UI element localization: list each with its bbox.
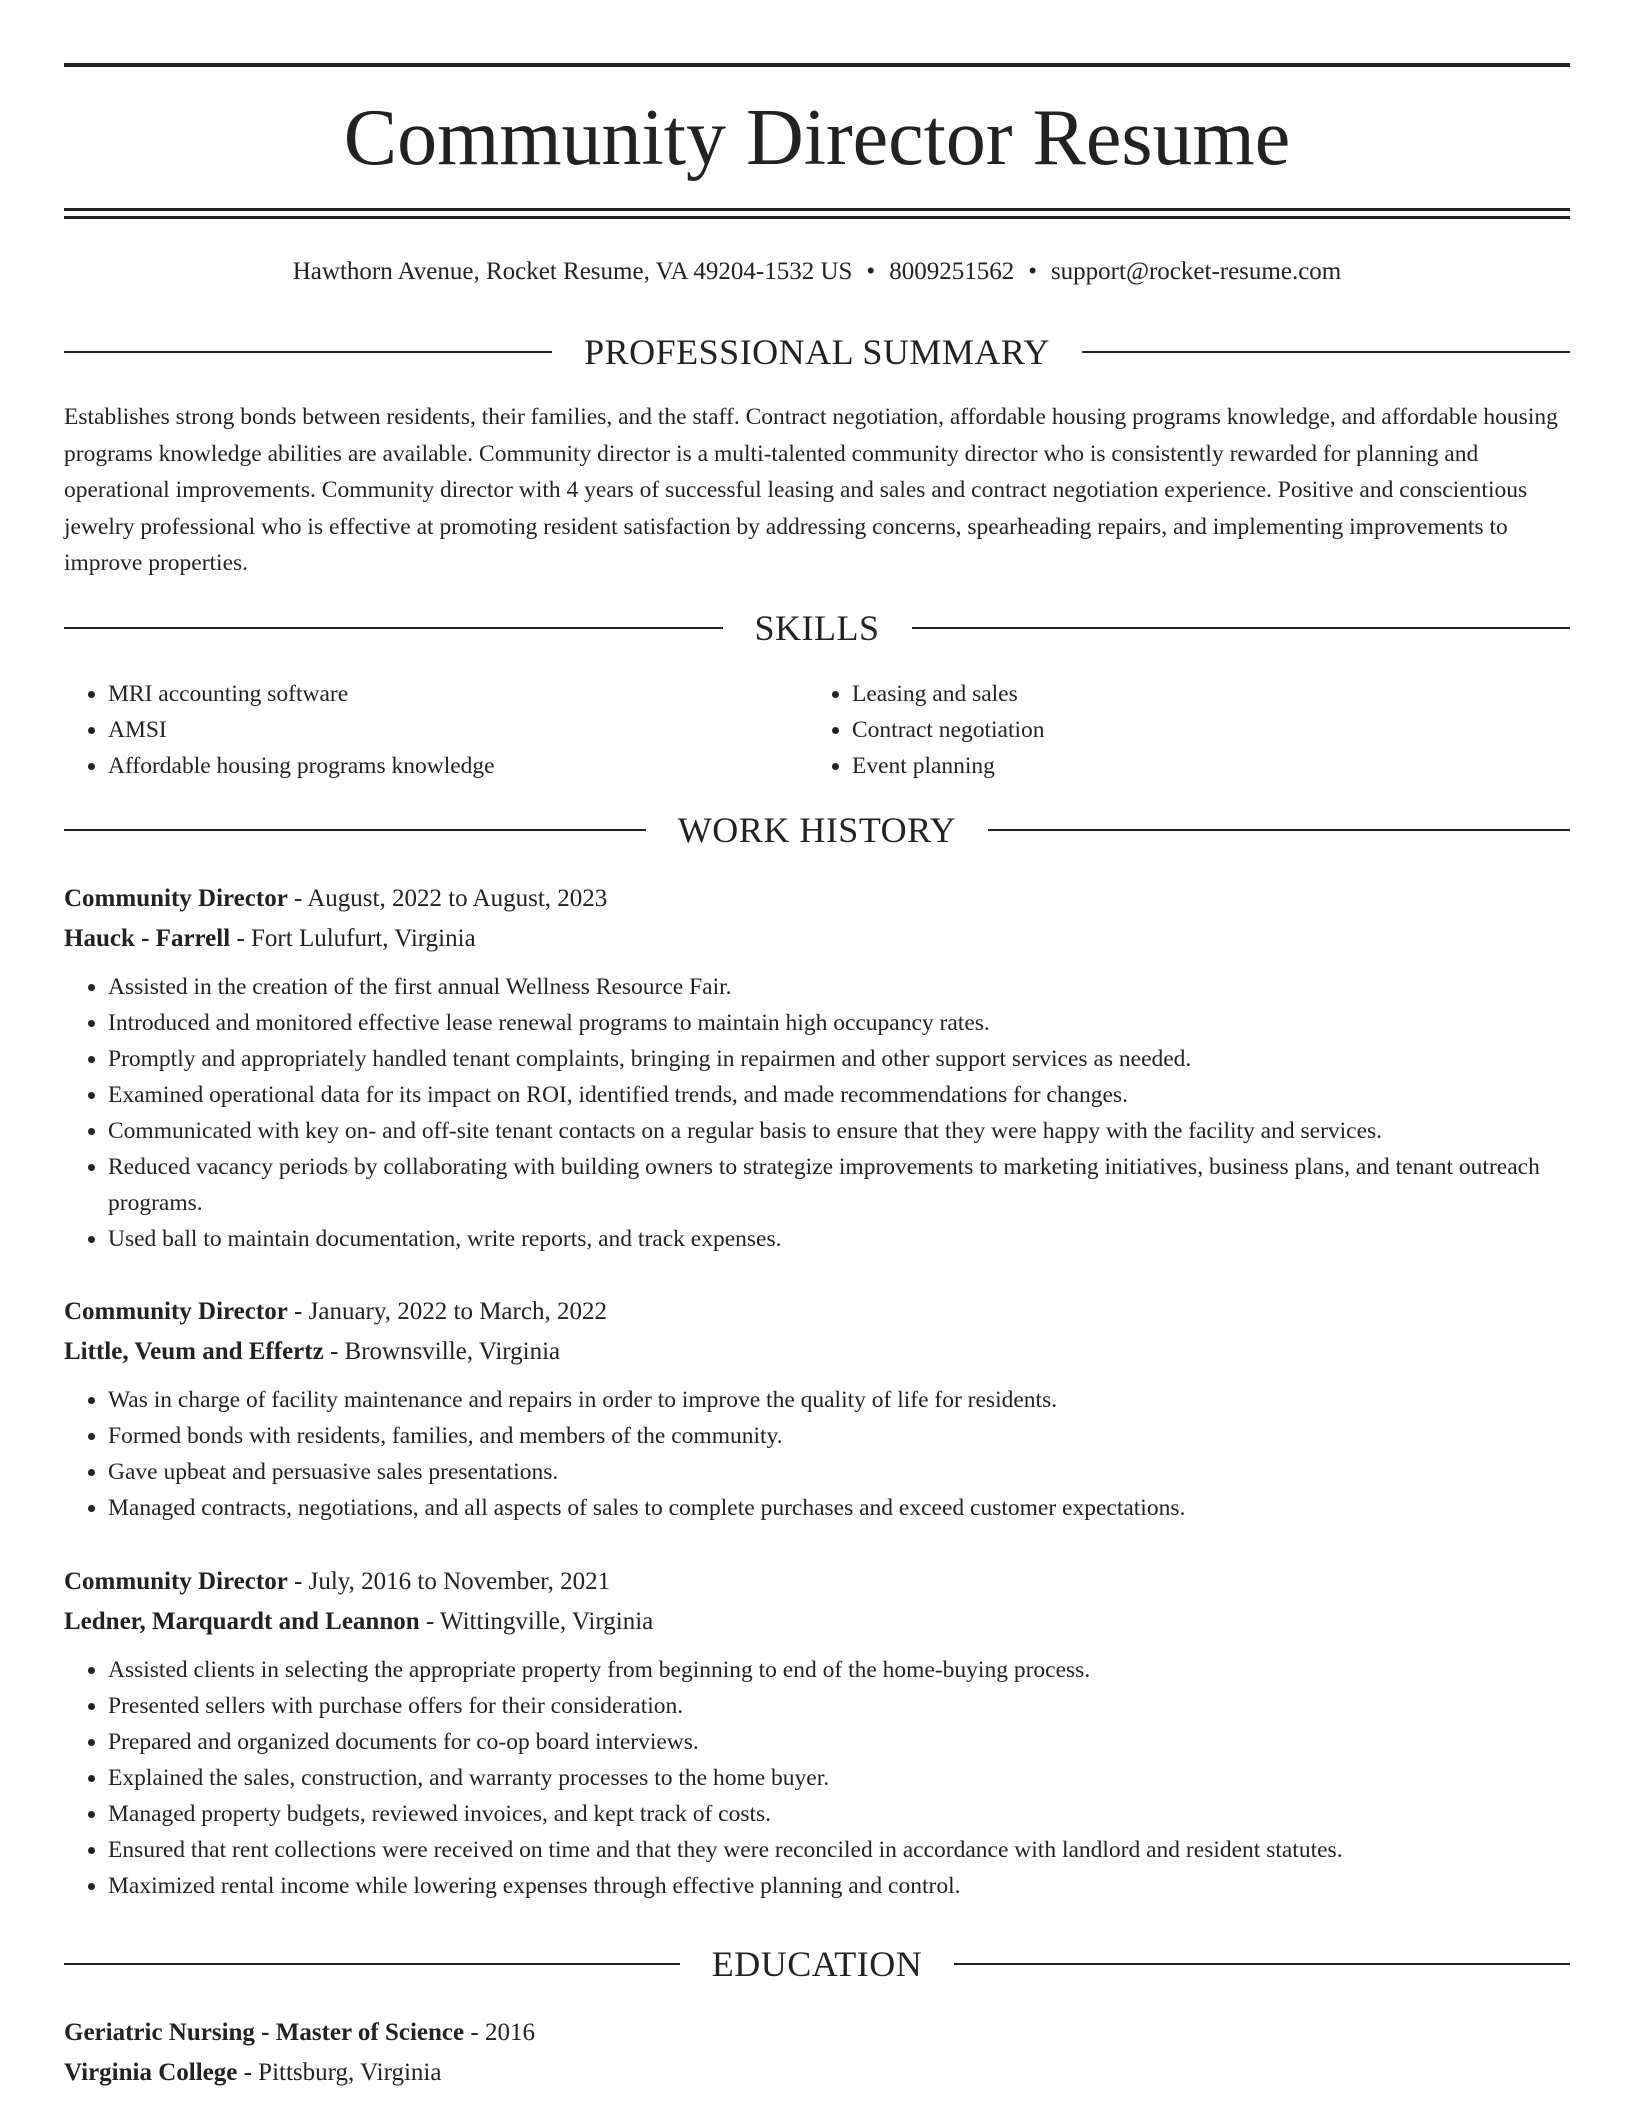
contact-line xyxy=(64,254,1570,290)
contact-phone: 8009251562 xyxy=(889,258,1015,285)
duty-item: • Was in charge of facility maintenance and repairs in order to improve the quality of life for residents. xyxy=(108,1382,1570,1418)
job-title-line xyxy=(64,1562,1570,1602)
duty-item: • Prepared and organized documents for co-op board interviews. xyxy=(108,1724,1570,1760)
skills-column-right xyxy=(808,676,1508,784)
duty-item: • Assisted in the creation of the first annual Wellness Resource Fair. xyxy=(108,969,1570,1005)
job-title-line xyxy=(64,1292,1570,1332)
education-year: - 2016 xyxy=(464,2019,535,2046)
job-company: Little, Veum and Effertz xyxy=(64,1338,324,1365)
job-entry xyxy=(64,1292,1570,1526)
education-entry xyxy=(64,2013,1570,2093)
contact-email[interactable]: support@rocket-resume.com xyxy=(1050,258,1342,285)
duty-item: • Reduced vacancy periods by collaborating with building owners to strategize improvements to marketing initiatives, business plans, and tenant outreach programs. xyxy=(108,1149,1570,1221)
summary-paragraph: Establishes strong bonds between residents, their families, and the staff. Contract negotiation, affordable housing programs knowledge, and affordable housing programs knowledge abilities are available. Community director is a multi-talented community director who is consistently rewarded for planning and operational improvements. Community director with 4 years of successful leasing and sales and contract negotiation experience. Positive and conscientious jewelry professional who is effective at promoting resident satisfaction by addressing concerns, spearheading repairs, and implementing improvements to improve properties. xyxy=(64,404,1558,576)
skill-item: • Contract negotiation xyxy=(852,712,1508,748)
section-rule xyxy=(64,1963,680,1965)
job-company-line xyxy=(64,1602,1570,1642)
contact-separator: • xyxy=(1028,258,1037,285)
skill-item: • MRI accounting software xyxy=(108,676,764,712)
title-rule-upper xyxy=(64,208,1570,211)
duty-item: • Communicated with key on- and off-site tenant contacts on a regular basis to ensure that they were happy with the facility and services. xyxy=(108,1113,1570,1149)
job-company-line xyxy=(64,1332,1570,1372)
duty-item: • Promptly and appropriately handled tenant complaints, bringing in repairmen and other support services as needed. xyxy=(108,1041,1570,1077)
duty-item: • Explained the sales, construction, and warranty processes to the home buyer. xyxy=(108,1760,1570,1796)
section-rule xyxy=(64,627,723,629)
education-school-line xyxy=(64,2053,1570,2093)
job-company-line xyxy=(64,919,1570,959)
job-entry xyxy=(64,879,1570,1257)
job-dates: - January, 2022 to March, 2022 xyxy=(287,1298,607,1325)
job-company: Hauck - Farrell xyxy=(64,925,231,952)
duty-item: • Used ball to maintain documentation, write reports, and track expenses. xyxy=(108,1221,1570,1257)
job-title-line xyxy=(64,879,1570,919)
top-rule xyxy=(64,63,1570,67)
section-rule xyxy=(954,1963,1570,1965)
duty-item: • Introduced and monitored effective lease renewal programs to maintain high occupancy rates. xyxy=(108,1005,1570,1041)
duty-item: • Formed bonds with residents, families, and members of the community. xyxy=(108,1418,1570,1454)
duty-item: • Examined operational data for its impact on ROI, identified trends, and made recommendations for changes. xyxy=(108,1077,1570,1113)
job-location: - Fort Lulufurt, Virginia xyxy=(230,925,476,952)
duty-item: • Managed property budgets, reviewed invoices, and kept track of costs. xyxy=(108,1796,1570,1832)
job-company: Ledner, Marquardt and Leannon xyxy=(64,1608,420,1635)
section-rule xyxy=(1082,351,1570,353)
contact-address: Hawthorn Avenue, Rocket Resume, VA 49204-1532 US xyxy=(292,258,853,285)
job-duties xyxy=(64,1652,1570,1904)
section-title-summary: PROFESSIONAL SUMMARY xyxy=(584,332,1050,372)
resume-title: Community Director Resume xyxy=(343,94,1291,182)
job-location: - Brownsville, Virginia xyxy=(323,1338,561,1365)
skills-column-left xyxy=(64,676,764,784)
duty-item: • Presented sellers with purchase offers for their consideration. xyxy=(108,1688,1570,1724)
job-title: Community Director xyxy=(64,885,288,912)
job-duties xyxy=(64,969,1570,1257)
education-degree: Geriatric Nursing - Master of Science xyxy=(64,2019,465,2046)
skill-item: • AMSI xyxy=(108,712,764,748)
education-degree-line xyxy=(64,2013,1570,2053)
section-header-education xyxy=(64,1942,1570,1986)
job-dates: - August, 2022 to August, 2023 xyxy=(287,885,608,912)
section-header-work xyxy=(64,808,1570,852)
section-header-skills xyxy=(64,606,1570,650)
section-title-skills: SKILLS xyxy=(754,608,880,648)
skill-item: • Affordable housing programs knowledge xyxy=(108,748,764,784)
job-duties xyxy=(64,1382,1570,1526)
skill-item: • Leasing and sales xyxy=(852,676,1508,712)
education-location: - Pittsburg, Virginia xyxy=(237,2059,442,2086)
job-location: - Wittingville, Virginia xyxy=(419,1608,654,1635)
job-title: Community Director xyxy=(64,1568,288,1595)
contact-separator: • xyxy=(866,258,876,285)
section-rule xyxy=(988,829,1570,831)
section-title-work: WORK HISTORY xyxy=(677,810,957,850)
duty-item: • Gave upbeat and persuasive sales presentations. xyxy=(108,1454,1570,1490)
section-header-summary xyxy=(64,330,1570,374)
job-dates: - July, 2016 to November, 2021 xyxy=(287,1568,611,1595)
section-rule xyxy=(64,351,552,353)
job-title: Community Director xyxy=(64,1298,288,1325)
duty-item: • Assisted clients in selecting the appropriate property from beginning to end of the home-buying process. xyxy=(108,1652,1570,1688)
skill-item: • Event planning xyxy=(852,748,1508,784)
duty-item: • Managed contracts, negotiations, and all aspects of sales to complete purchases and exceed customer expectations. xyxy=(108,1490,1570,1526)
duty-item: • Maximized rental income while lowering expenses through effective planning and control. xyxy=(108,1868,1570,1904)
job-entry xyxy=(64,1562,1570,1904)
section-rule xyxy=(64,829,646,831)
education-school: Virginia College xyxy=(64,2059,238,2086)
section-rule xyxy=(912,627,1571,629)
section-title-education: EDUCATION xyxy=(711,1944,923,1984)
title-rule-lower xyxy=(64,216,1570,219)
duty-item: • Ensured that rent collections were received on time and that they were reconciled in accordance with landlord and resident statutes. xyxy=(108,1832,1570,1868)
